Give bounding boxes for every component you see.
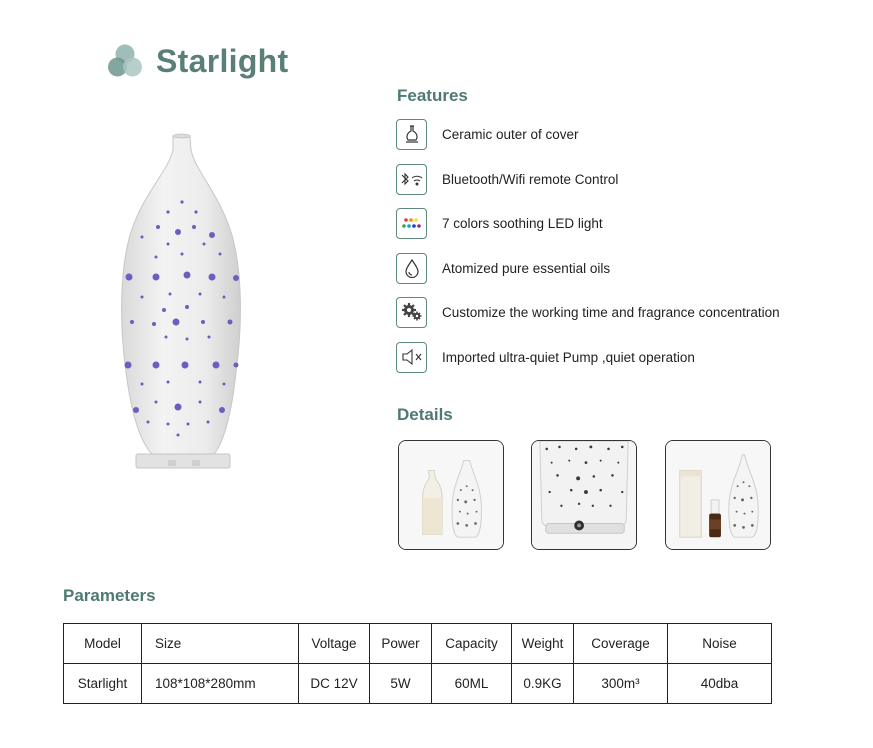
column-header: Noise xyxy=(668,624,772,664)
detail-image-2 xyxy=(531,440,637,550)
features-heading: Features xyxy=(397,86,468,105)
feature-label: Atomized pure essential oils xyxy=(442,260,611,276)
table-cell: 0.9KG xyxy=(512,664,574,704)
feature-item xyxy=(396,162,618,196)
table-header-row xyxy=(64,624,772,664)
table-row xyxy=(64,664,772,704)
feature-item xyxy=(396,295,780,329)
detail-image-1 xyxy=(398,440,504,550)
column-header: Voltage xyxy=(299,624,370,664)
feature-label: Ceramic outer of cover xyxy=(442,126,579,142)
feature-item xyxy=(396,340,695,374)
gears-icon xyxy=(396,297,427,328)
table-cell: 40dba xyxy=(668,664,772,704)
color-dots-icon xyxy=(396,208,427,239)
table-cell: 5W xyxy=(370,664,432,704)
vase-icon xyxy=(396,119,427,150)
column-header: Power xyxy=(370,624,432,664)
feature-item xyxy=(396,251,610,285)
bluetooth-wifi-icon xyxy=(396,164,427,195)
feature-item xyxy=(396,206,603,240)
feature-label: Customize the working time and fragrance concentration xyxy=(442,304,780,320)
feature-label: Bluetooth/Wifi remote Control xyxy=(442,171,619,187)
water-drop-icon xyxy=(396,253,427,284)
column-header: Size xyxy=(142,624,299,664)
detail-image-3 xyxy=(665,440,771,550)
table-cell: DC 12V xyxy=(299,664,370,704)
column-header: Model xyxy=(64,624,142,664)
table-cell: 300m³ xyxy=(574,664,668,704)
three-circles-logo-icon xyxy=(106,42,144,80)
table-cell: 108*108*280mm xyxy=(142,664,299,704)
parameters-heading: Parameters xyxy=(63,586,156,605)
feature-item xyxy=(396,117,579,151)
table-cell: 60ML xyxy=(432,664,512,704)
page-title: Starlight xyxy=(156,42,289,79)
column-header: Capacity xyxy=(432,624,512,664)
feature-label: Imported ultra-quiet Pump ,quiet operation xyxy=(442,349,695,365)
column-header: Coverage xyxy=(574,624,668,664)
table-cell: Starlight xyxy=(64,664,142,704)
feature-label: 7 colors soothing LED light xyxy=(442,215,603,231)
product-diffuser-image xyxy=(112,132,262,477)
details-heading: Details xyxy=(397,405,453,424)
brand-header xyxy=(106,42,288,80)
speaker-mute-icon xyxy=(396,342,427,373)
column-header: Weight xyxy=(512,624,574,664)
parameters-table xyxy=(63,623,772,704)
